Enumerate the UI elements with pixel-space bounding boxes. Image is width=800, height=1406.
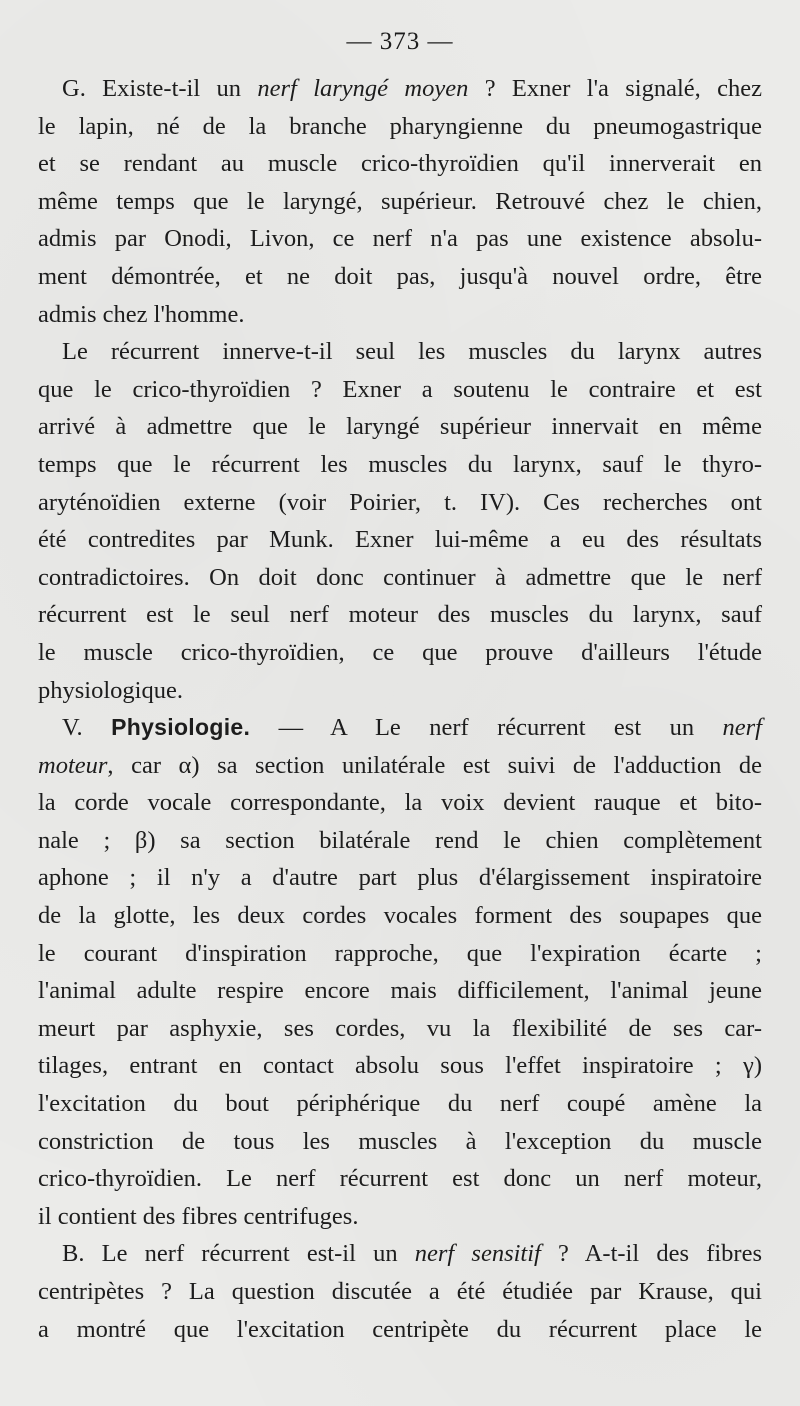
text-line xyxy=(38,70,762,108)
text-span: , car α) sa section unilatérale est suivi de l'adduction de xyxy=(107,751,762,779)
text-line: nale ; β) sa section bilatérale rend le chien complètement xyxy=(38,826,762,854)
text-line: même temps que le laryngé, supérieur. Retrouvé chez le chien, xyxy=(38,187,762,215)
text-line: tilages, entrant en contact absolu sous l'effet inspiratoire ; γ) xyxy=(38,1052,762,1080)
text-span: B. Le nerf récurrent est-il un xyxy=(62,1240,415,1268)
text-line: contradictoires. On doit donc continuer à admettre que le nerf xyxy=(38,563,762,591)
page-number: — 373 — xyxy=(346,28,454,55)
text-line: centripètes ? La question discutée a été étudiée par Krause, qui xyxy=(38,1278,762,1305)
text-line: le lapin, né de la branche pharyngienne du pneumogastrique xyxy=(38,112,762,140)
body-text xyxy=(38,70,762,1348)
text-line: la corde vocale correspondante, la voix devient rauque et bito- xyxy=(38,789,762,817)
text-line: admis chez l'homme. xyxy=(38,300,245,328)
text-line: été contredites par Munk. Exner lui-même a eu des résultats xyxy=(38,526,762,554)
text-line: le courant d'inspiration rapproche, que l'expiration écarte ; xyxy=(38,939,762,967)
text-line: l'excitation du bout périphérique du nerf coupé amène la xyxy=(38,1090,762,1118)
text-span: G. Existe-t-il un xyxy=(62,75,258,102)
text-line: ment démontrée, et ne doit pas, jusqu'à nouvel ordre, être xyxy=(38,262,762,290)
text-line: aphone ; il n'y a d'autre part plus d'élargissement inspiratoire xyxy=(38,864,762,892)
text-line: que le crico-thyroïdien ? Exner a soutenu le contraire et est xyxy=(38,375,762,403)
section-number: V. xyxy=(62,714,112,742)
text-line: meurt par asphyxie, ses cordes, vu la flexibilité de ses car- xyxy=(38,1014,762,1042)
italic-term: nerf laryngé moyen xyxy=(257,75,469,102)
text-line: temps que le récurrent les muscles du larynx, sauf le thyro- xyxy=(38,450,762,478)
text-line: arrivé à admettre que le laryngé supérieur innervait en même xyxy=(38,413,762,441)
text-line: constriction de tous les muscles à l'exception du muscle xyxy=(38,1127,762,1155)
text-line: il contient des fibres centrifuges. xyxy=(38,1202,359,1230)
text-line: récurrent est le seul nerf moteur des muscles du larynx, sauf xyxy=(38,601,762,629)
section-heading: Physiologie. xyxy=(111,714,251,741)
italic-term: nerf sensitif xyxy=(414,1240,541,1268)
text-line: physiologique. xyxy=(38,676,183,704)
text-line: et se rendant au muscle crico-thyroïdien qu'il innerverait en xyxy=(38,150,762,178)
text-line xyxy=(38,1235,762,1273)
text-span: ? Exner l'a signalé, chez xyxy=(468,75,762,102)
text-line: le muscle crico-thyroïdien, ce que prouve d'ailleurs l'étude xyxy=(38,638,762,666)
text-span: ? A-t-il des fibres xyxy=(540,1240,762,1268)
text-span: — A Le nerf récurrent est un xyxy=(250,714,723,742)
text-line: a montré que l'excitation centripète du récurrent place le xyxy=(38,1315,762,1343)
text-line: aryténoïdien externe (voir Poirier, t. IV). Ces recherches ont xyxy=(38,488,762,516)
text-line: Le récurrent innerve-t-il seul les muscles du larynx autres xyxy=(62,338,762,366)
text-line: de la glotte, les deux cordes vocales forment des soupapes que xyxy=(38,902,762,930)
paragraph-récurrent-innervation xyxy=(38,333,762,709)
text-line: crico-thyroïdien. Le nerf récurrent est donc un nerf moteur, xyxy=(38,1165,762,1193)
text-line: l'animal adulte respire encore mais difficilement, l'animal jeune xyxy=(38,977,762,1005)
text-line xyxy=(38,747,762,785)
italic-term: nerf xyxy=(722,714,762,742)
text-line: admis par Onodi, Livon, ce nerf n'a pas une existence absolu- xyxy=(38,225,762,253)
italic-term: moteur xyxy=(38,751,108,779)
paragraph-nerf-sensitif xyxy=(38,1235,762,1348)
paragraph-nerf-laryngé-moyen xyxy=(38,70,762,333)
paragraph-physiologie xyxy=(38,709,762,1235)
text-line xyxy=(38,709,762,747)
